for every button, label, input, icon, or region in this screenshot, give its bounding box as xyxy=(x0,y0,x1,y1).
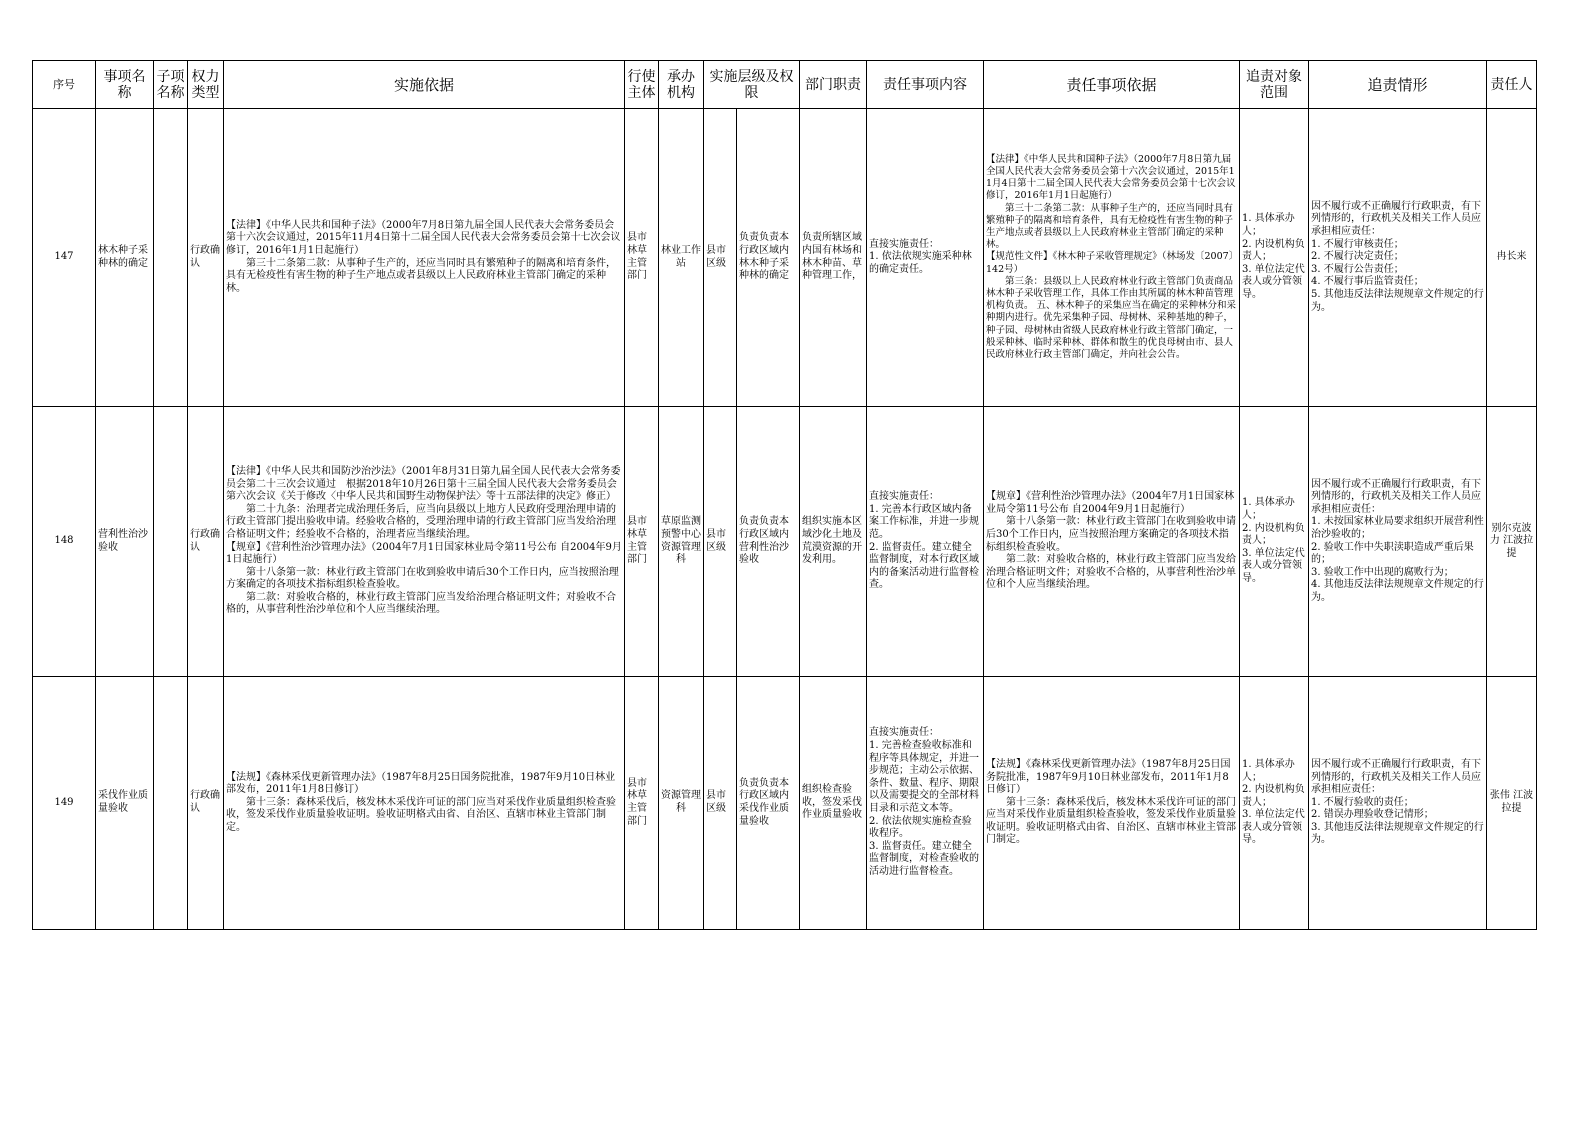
cell-level-a: 县市区级 xyxy=(704,407,737,677)
cell-account-cases: 因不履行或不正确履行行政职责，有下列情形的，行政机关及相关工作人员应承担相应责任： 1. 不履行审核责任； 2. 不履行决定责任； 3. 不履行公告责任； 4. 不履行事后监管责任； 5. 其他违反法律法规规章文件规定的行为。 xyxy=(1309,109,1487,407)
cell-resp-content: 直接实施责任： 1. 依法依规实施采种林的确定责任。 xyxy=(867,109,984,407)
cell-dept-duty: 组织实施本区域沙化土地及荒漠资源的开发利用。 xyxy=(800,407,867,677)
cell-handling-org: 草原监测预警中心资源管理科 xyxy=(659,407,704,677)
cell-basis: 【法规】《森林采伐更新管理办法》（1987年8月25日国务院批准，1987年9月10日林业部发布，2011年1月8日修订） 第十三条：森林采伐后，核发林木采伐许可证的部门应当对采伐作业质量组织检查验收，签发采伐作业质量验收证明。验收证明格式由省、自治区、直辖市林业主管部门制定。 xyxy=(224,677,625,930)
cell-sub-item xyxy=(154,407,188,677)
cell-item-name: 采伐作业质量验收 xyxy=(96,677,154,930)
cell-resp-content: 直接实施责任： 1. 完善本行政区域内备案工作标准，并进一步规范。 2. 监督责任。建立健全监督制度，对本行政区域内的备案活动进行监督检查。 xyxy=(867,407,984,677)
cell-resp-basis: 【法规】《森林采伐更新管理办法》（1987年8月25日国务院批准，1987年9月10日林业部发布，2011年1月8日修订） 第十三条：森林采伐后，核发林木采伐许可证的部门应当对采伐作业质量组织检查验收，签发采伐作业质量验收证明。验收证明格式由省、自治区、直辖市林业主管部门制定。 xyxy=(984,677,1240,930)
cell-level-a: 县市区级 xyxy=(704,109,737,407)
cell-item-name: 营利性治沙验收 xyxy=(96,407,154,677)
cell-seq: 149 xyxy=(33,677,96,930)
cell-seq: 147 xyxy=(33,109,96,407)
cell-person: 别尔克波力 江波拉提 xyxy=(1487,407,1537,677)
cell-dept-duty: 负责所辖区域内国有林场和林木种苗、草种管理工作， xyxy=(800,109,867,407)
cell-account-cases: 因不履行或不正确履行行政职责，有下列情形的，行政机关及相关工作人员应承担相应责任： 1. 未按国家林业局要求组织开展营利性治沙验收的； 2. 验收工作中失职渎职造成严重后果的； 3. 验收工作中出现的腐败行为； 4. 其他违反法律法规规章文件规定的行为。 xyxy=(1309,407,1487,677)
table-row xyxy=(33,677,1537,930)
cell-person: 张伟 江波拉提 xyxy=(1487,677,1537,930)
cell-dept-duty: 组织检查验收，签发采伐作业质量验收 xyxy=(800,677,867,930)
table-row xyxy=(33,407,1537,677)
cell-exercise-subject: 县市林草主管部门 xyxy=(625,109,659,407)
cell-exercise-subject: 县市林草主管部门 xyxy=(625,407,659,677)
header-sub-item: 子项名称 xyxy=(154,61,188,109)
header-person: 责任人 xyxy=(1487,61,1537,109)
cell-seq: 148 xyxy=(33,407,96,677)
header-handling-org: 承办机构 xyxy=(659,61,704,109)
cell-level-b: 负责负责本行政区域内营利性治沙验收 xyxy=(737,407,800,677)
header-power-type: 权力类型 xyxy=(188,61,224,109)
cell-basis: 【法律】《中华人民共和国种子法》（2000年7月8日第九届全国人民代表大会常务委员会第十六次会议通过，2015年11月4日第十二届全国人民代表大会常务委员会第十七次会议修订，2016年1月1日起施行） 第三十二条第二款：从事种子生产的，还应当同时具有繁殖种子的隔离和培育条件，具有无检疫性有害生物的种子生产地点或者县级以上人民政府林业主管部门确定的采种林。 xyxy=(224,109,625,407)
header-seq: 序号 xyxy=(33,61,96,109)
header-resp-content: 责任事项内容 xyxy=(867,61,984,109)
table-row xyxy=(33,109,1537,407)
cell-exercise-subject: 县市林草主管部门 xyxy=(625,677,659,930)
cell-account-cases: 因不履行或不正确履行行政职责，有下列情形的，行政机关及相关工作人员应承担相应责任： 1. 不履行验收的责任； 2. 错误办理验收登记情形； 3. 其他违反法律法规规章文件规定的行为。 xyxy=(1309,677,1487,930)
cell-basis: 【法律】《中华人民共和国防沙治沙法》（2001年8月31日第九届全国人民代表大会常务委员会第二十三次会议通过 根据2018年10月26日第十三届全国人民代表大会常务委员会第六次会议《关于修改〈中华人民共和国野生动物保护法〉等十五部法律的决定》修正） 第二十九条：治理者完成治理任务后，应当向县级以上地方人民政府受理治理申请的行政主管部门提出验收申请。经验收合格的，受理治理申请的行政主管部门应当发给治理合格证明文件；经验收不合格的，治理者应当继续治理。 【规章】《营利性治沙管理办法》（2004年7月1日国家林业局令第11号公布 自2004年9月1日起施行） 第十八条第一款：林业行政主管部门在收到验收申请后30个工作日内，应当按照治理方案确定的各项技术指标组织检查验收。 第二款：对验收合格的，林业行政主管部门应当发给治理合格证明文件；对验收不合格的，从事营利性治沙单位和个人应当继续治理。 xyxy=(224,407,625,677)
header-account-scope: 追责对象范围 xyxy=(1240,61,1309,109)
cell-sub-item xyxy=(154,109,188,407)
cell-resp-content: 直接实施责任： 1. 完善检查验收标准和程序等具体规定，并进一步规范；主动公示依据、条件、数量、程序、期限以及需要提交的全部材料目录和示范文本等。 2. 依法依规实施检查验收程序。 3. 监督责任。建立健全监督制度，对检查验收的活动进行监督检查。 xyxy=(867,677,984,930)
header-row xyxy=(33,61,1537,109)
cell-account-scope: 1. 具体承办人； 2. 内设机构负责人； 3. 单位法定代表人或分管领导。 xyxy=(1240,109,1309,407)
responsibility-table xyxy=(32,60,1537,930)
header-resp-basis: 责任事项依据 xyxy=(984,61,1240,109)
header-item-name: 事项名称 xyxy=(96,61,154,109)
cell-account-scope: 1. 具体承办人； 2. 内设机构负责人； 3. 单位法定代表人或分管领导。 xyxy=(1240,407,1309,677)
cell-person: 冉长来 xyxy=(1487,109,1537,407)
header-dept-duty: 部门职责 xyxy=(800,61,867,109)
header-account-cases: 追责情形 xyxy=(1309,61,1487,109)
cell-resp-basis: 【规章】《营利性治沙管理办法》（2004年7月1日国家林业局令第11号公布 自2004年9月1日起施行） 第十八条第一款：林业行政主管部门在收到验收申请后30个工作日内，应当按照治理方案确定的各项技术指标组织检查验收。 第二款：对验收合格的，林业行政主管部门应当发给治理合格证明文件；对验收不合格的，从事营利性治沙单位和个人应当继续治理。 xyxy=(984,407,1240,677)
header-level: 实施层级及权限 xyxy=(704,61,800,109)
cell-item-name: 林木种子采种林的确定 xyxy=(96,109,154,407)
cell-power-type: 行政确认 xyxy=(188,109,224,407)
cell-account-scope: 1. 具体承办人； 2. 内设机构负责人； 3. 单位法定代表人或分管领导。 xyxy=(1240,677,1309,930)
cell-resp-basis: 【法律】《中华人民共和国种子法》（2000年7月8日第九届全国人民代表大会常务委员会第十六次会议通过，2015年11月4日第十二届全国人民代表大会常务委员会第十七次会议修订，2016年1月1日起施行） 第三十二条第二款：从事种子生产的，还应当同时具有繁殖种子的隔离和培育条件，具有无检疫性有害生物的种子生产地点或者县级以上人民政府林业主管部门确定的采种林。 【规范性文件】《林木种子采收管理规定》（林场发〔2007〕142号） 第三条：县级以上人民政府林业行政主管部门负责商品林木种子采收管理工作，具体工作由其所属的林木种苗管理机构负责。 五、林木种子的采集应当在确定的采种林分和采种期内进行。优先采集种子园、母树林、采种基地的种子，种子园、母树林由省级人民政府林业行政主管部门确定，一般采种林、临时采种林、群体和散生的优良母树由市、县人民政府林业行政主管部门确定，并向社会公告。 xyxy=(984,109,1240,407)
cell-power-type: 行政确认 xyxy=(188,677,224,930)
cell-handling-org: 资源管理科 xyxy=(659,677,704,930)
header-basis: 实施依据 xyxy=(224,61,625,109)
cell-handling-org: 林业工作站 xyxy=(659,109,704,407)
cell-sub-item xyxy=(154,677,188,930)
cell-level-a: 县市区级 xyxy=(704,677,737,930)
cell-level-b: 负责负责本行政区域内林木种子采种林的确定 xyxy=(737,109,800,407)
cell-power-type: 行政确认 xyxy=(188,407,224,677)
header-exercise-subject: 行使主体 xyxy=(625,61,659,109)
cell-level-b: 负责负责本行政区域内采伐作业质量验收 xyxy=(737,677,800,930)
